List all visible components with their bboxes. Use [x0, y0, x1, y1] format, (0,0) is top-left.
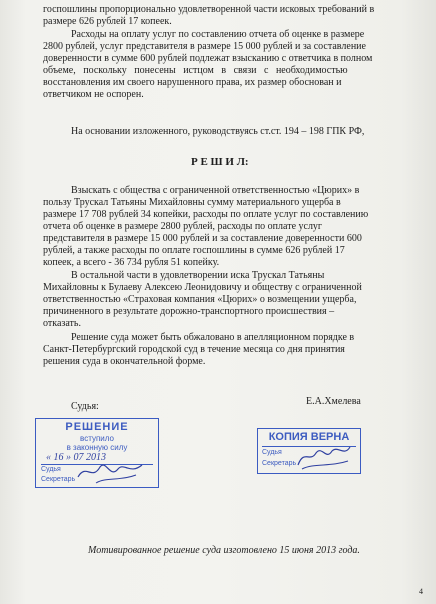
stamp-title: РЕШЕНИЕ	[65, 421, 129, 433]
stamp-line: в законную силу	[66, 443, 128, 452]
entry-into-force-stamp	[35, 418, 159, 488]
certified-copy-stamp	[257, 428, 361, 474]
stamp-secretary-label: Секретарь	[262, 460, 297, 467]
stamp-line: вступило	[80, 434, 114, 443]
stamp-judge-label: Судья	[262, 449, 282, 456]
stamp-date: « 16 » 07 2013	[46, 452, 106, 463]
stamp-title: КОПИЯ ВЕРНА	[268, 431, 350, 443]
stamp-judge-label: Судья	[41, 466, 61, 473]
stamp-secretary-label: Секретарь	[41, 476, 76, 483]
handwritten-signature	[76, 459, 146, 485]
handwritten-signature	[294, 443, 354, 471]
document-page: госпошлины пропорционально удовлетворенной части исковых требований в размере 626 рублей 17 копеек. Расходы на оплату услуг по составлению отчета об оценке в размере 2800 рублей, услуг представителя в размере 15 000 рублей и за составление доверенности в сумме 600 рублей подлежат взысканию с ответчика в полном объеме, поскольку понесены истцом в связи с необходимостью восстановления им своего нарушенного права, их размер обоснован и ответчиком не оспорен. На основании изложенного, руководствуясь ст.ст. 194 – 198 ГПК РФ, Р Е Ш И Л: Взыскать с общества с ограниченной ответственностью «Цюрих» в пользу Трускал Татьяны Михайловны сумму материального ущерба в размере 17 708 рублей 34 копейки, расходы по оплате услуг по составлению отчета об оценке в размере 2800 рублей, расходы по оплате услуг представителя в размере 15 000 рублей и за составление доверенности 600 рублей, а также расходы по оплате госпошлины в сумме 626 рублей 17 копеек, а всего - 36 734 рубля 51 копейку. В остальной части в удовлетворении иска Трускал Татьяны Михайловны к Булаеву Алексею Леонидовичу и обществу с ограниченной ответственностью «Страховая компания «Цюрих» о возмещении ущерба, причиненного в результате дорожно-транспортного происшествия – отказать. Решение суда может быть обжаловано в апелляционном порядке в Санкт-Петербургский городской суд в течение месяца со дня принятия решения суда в окончательной форме. Судья: Е.А.Хмелева РЕШЕНИЕ вступило в законную силу « 16 » 07 2013 Судья Секретарь КОПИЯ ВЕРНА Судья Секретарь Мотивированное решение суда изготовлено 15 июня 2013 года. 4	[0, 0, 436, 604]
